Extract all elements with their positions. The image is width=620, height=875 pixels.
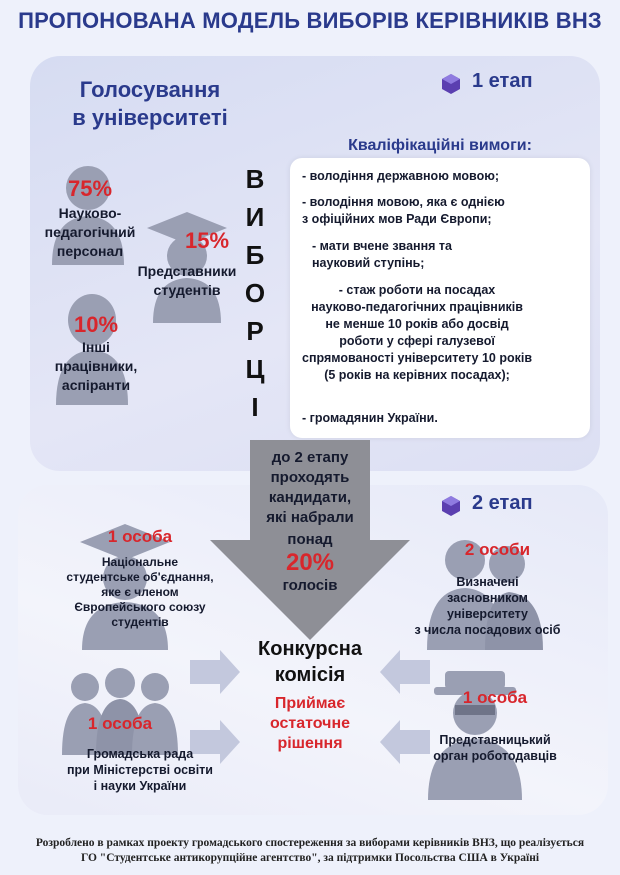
member-line: Громадська рада	[86, 747, 194, 761]
requirement-item: - мати вчене звання та науковий ступінь;	[312, 239, 452, 270]
stage2-label: 2 етап	[472, 492, 533, 514]
member-student-union	[60, 527, 220, 630]
electors-letter: О	[244, 278, 266, 308]
member-line: при Міністерстві освіти	[66, 763, 213, 777]
group-students-line: Представники	[137, 263, 237, 279]
member-count: 1 особа	[462, 688, 528, 707]
arrow-line: до 2 етапу	[271, 449, 349, 466]
vote-heading-line2: в університеті	[72, 105, 228, 130]
arrow-line: які набрали	[266, 509, 354, 526]
decision-line: Приймає	[274, 695, 346, 712]
electors-letter: Б	[245, 240, 265, 270]
electors-letter: Р	[246, 316, 264, 346]
member-employers	[410, 688, 580, 764]
member-line: студентське об'єднання,	[66, 570, 214, 584]
member-count: 2 особи	[464, 540, 531, 559]
footer-line2: ГО "Студентське антикорупційне агентство", за підтримки Посольства США в Україні	[80, 852, 540, 864]
electors-letter: И	[245, 202, 265, 232]
commission-line2: комісія	[274, 664, 346, 686]
requirements-title: Кваліфікаційні вимоги:	[348, 137, 532, 154]
member-line: університету	[446, 607, 528, 621]
member-line: Визначені	[456, 575, 519, 589]
arrow-line: кандидати,	[268, 489, 352, 506]
page-title: ПРОПОНОВАНА МОДЕЛЬ ВИБОРІВ КЕРІВНИКІВ ВНЗ	[18, 8, 602, 33]
stage1-label: 1 етап	[472, 70, 533, 92]
group-staff-percent: 75%	[67, 176, 113, 201]
member-line: студентів	[111, 615, 169, 629]
requirement-item: - володіння мовою, яка є однією з офіційних мов Ради Європи;	[302, 195, 505, 226]
group-others-line: Інші	[82, 339, 110, 355]
arrow-percent: 20%	[285, 549, 335, 576]
vote-heading-line1: Голосування	[79, 77, 221, 102]
requirement-item: - громадянин України.	[302, 411, 438, 425]
group-staff-line: персонал	[56, 243, 124, 259]
arrow-line: понад	[287, 531, 333, 548]
member-line: Представницький	[439, 733, 551, 747]
member-line: і науки України	[93, 779, 187, 793]
decision-line: остаточне	[269, 715, 351, 732]
member-founder-officials	[400, 540, 575, 638]
electors-letter: В	[245, 164, 265, 194]
commission-line1: Конкурсна	[258, 638, 362, 660]
group-others	[46, 312, 146, 395]
group-staff-line: педагогічний	[44, 224, 136, 240]
decision-line: рішення	[277, 735, 343, 752]
electors-vertical-label	[240, 160, 270, 426]
electors-letter: Ц	[245, 354, 265, 384]
footer-line1: Розроблено в рамках проекту громадського спостереження за виборами керівників ВНЗ, що реалізується	[35, 837, 585, 849]
group-staff-line: Науково-	[58, 205, 122, 221]
member-line: засновником	[447, 591, 528, 605]
vote-heading	[60, 76, 240, 132]
electors-letter: І	[251, 392, 259, 422]
group-others-percent: 10%	[73, 312, 119, 337]
member-line: з числа посадових осіб	[414, 623, 561, 637]
group-students	[128, 228, 246, 300]
member-count: 1 особа	[87, 714, 153, 733]
commission-block	[235, 636, 385, 754]
hexagon-icon	[440, 73, 462, 95]
member-count: 1 особа	[107, 527, 173, 546]
arrow-line: проходять	[270, 469, 350, 486]
group-students-percent: 15%	[184, 228, 230, 253]
footer-credits	[0, 836, 620, 866]
member-public-council	[50, 714, 230, 794]
requirements-box	[290, 158, 590, 438]
group-staff	[40, 176, 140, 261]
member-line: орган роботодавців	[433, 749, 557, 763]
requirement-item: - стаж роботи на посадах науково-педагогічних працівників не менше 10 років або досвід роботи у сфері галузевої спрямованості університету 10 років (5 років на керівних посадах);	[302, 283, 533, 382]
group-others-line: працівники,	[54, 358, 138, 374]
hexagon-icon	[440, 495, 462, 517]
group-students-line: студентів	[153, 282, 221, 298]
member-line: яке є членом	[101, 585, 179, 599]
member-line: Європейського союзу	[74, 600, 206, 614]
arrow-text	[245, 448, 375, 596]
group-others-line: аспіранти	[61, 377, 131, 393]
requirement-item: - володіння державною мовою;	[302, 169, 500, 183]
arrow-suffix: голосів	[282, 577, 338, 594]
member-line: Національне	[101, 555, 179, 569]
